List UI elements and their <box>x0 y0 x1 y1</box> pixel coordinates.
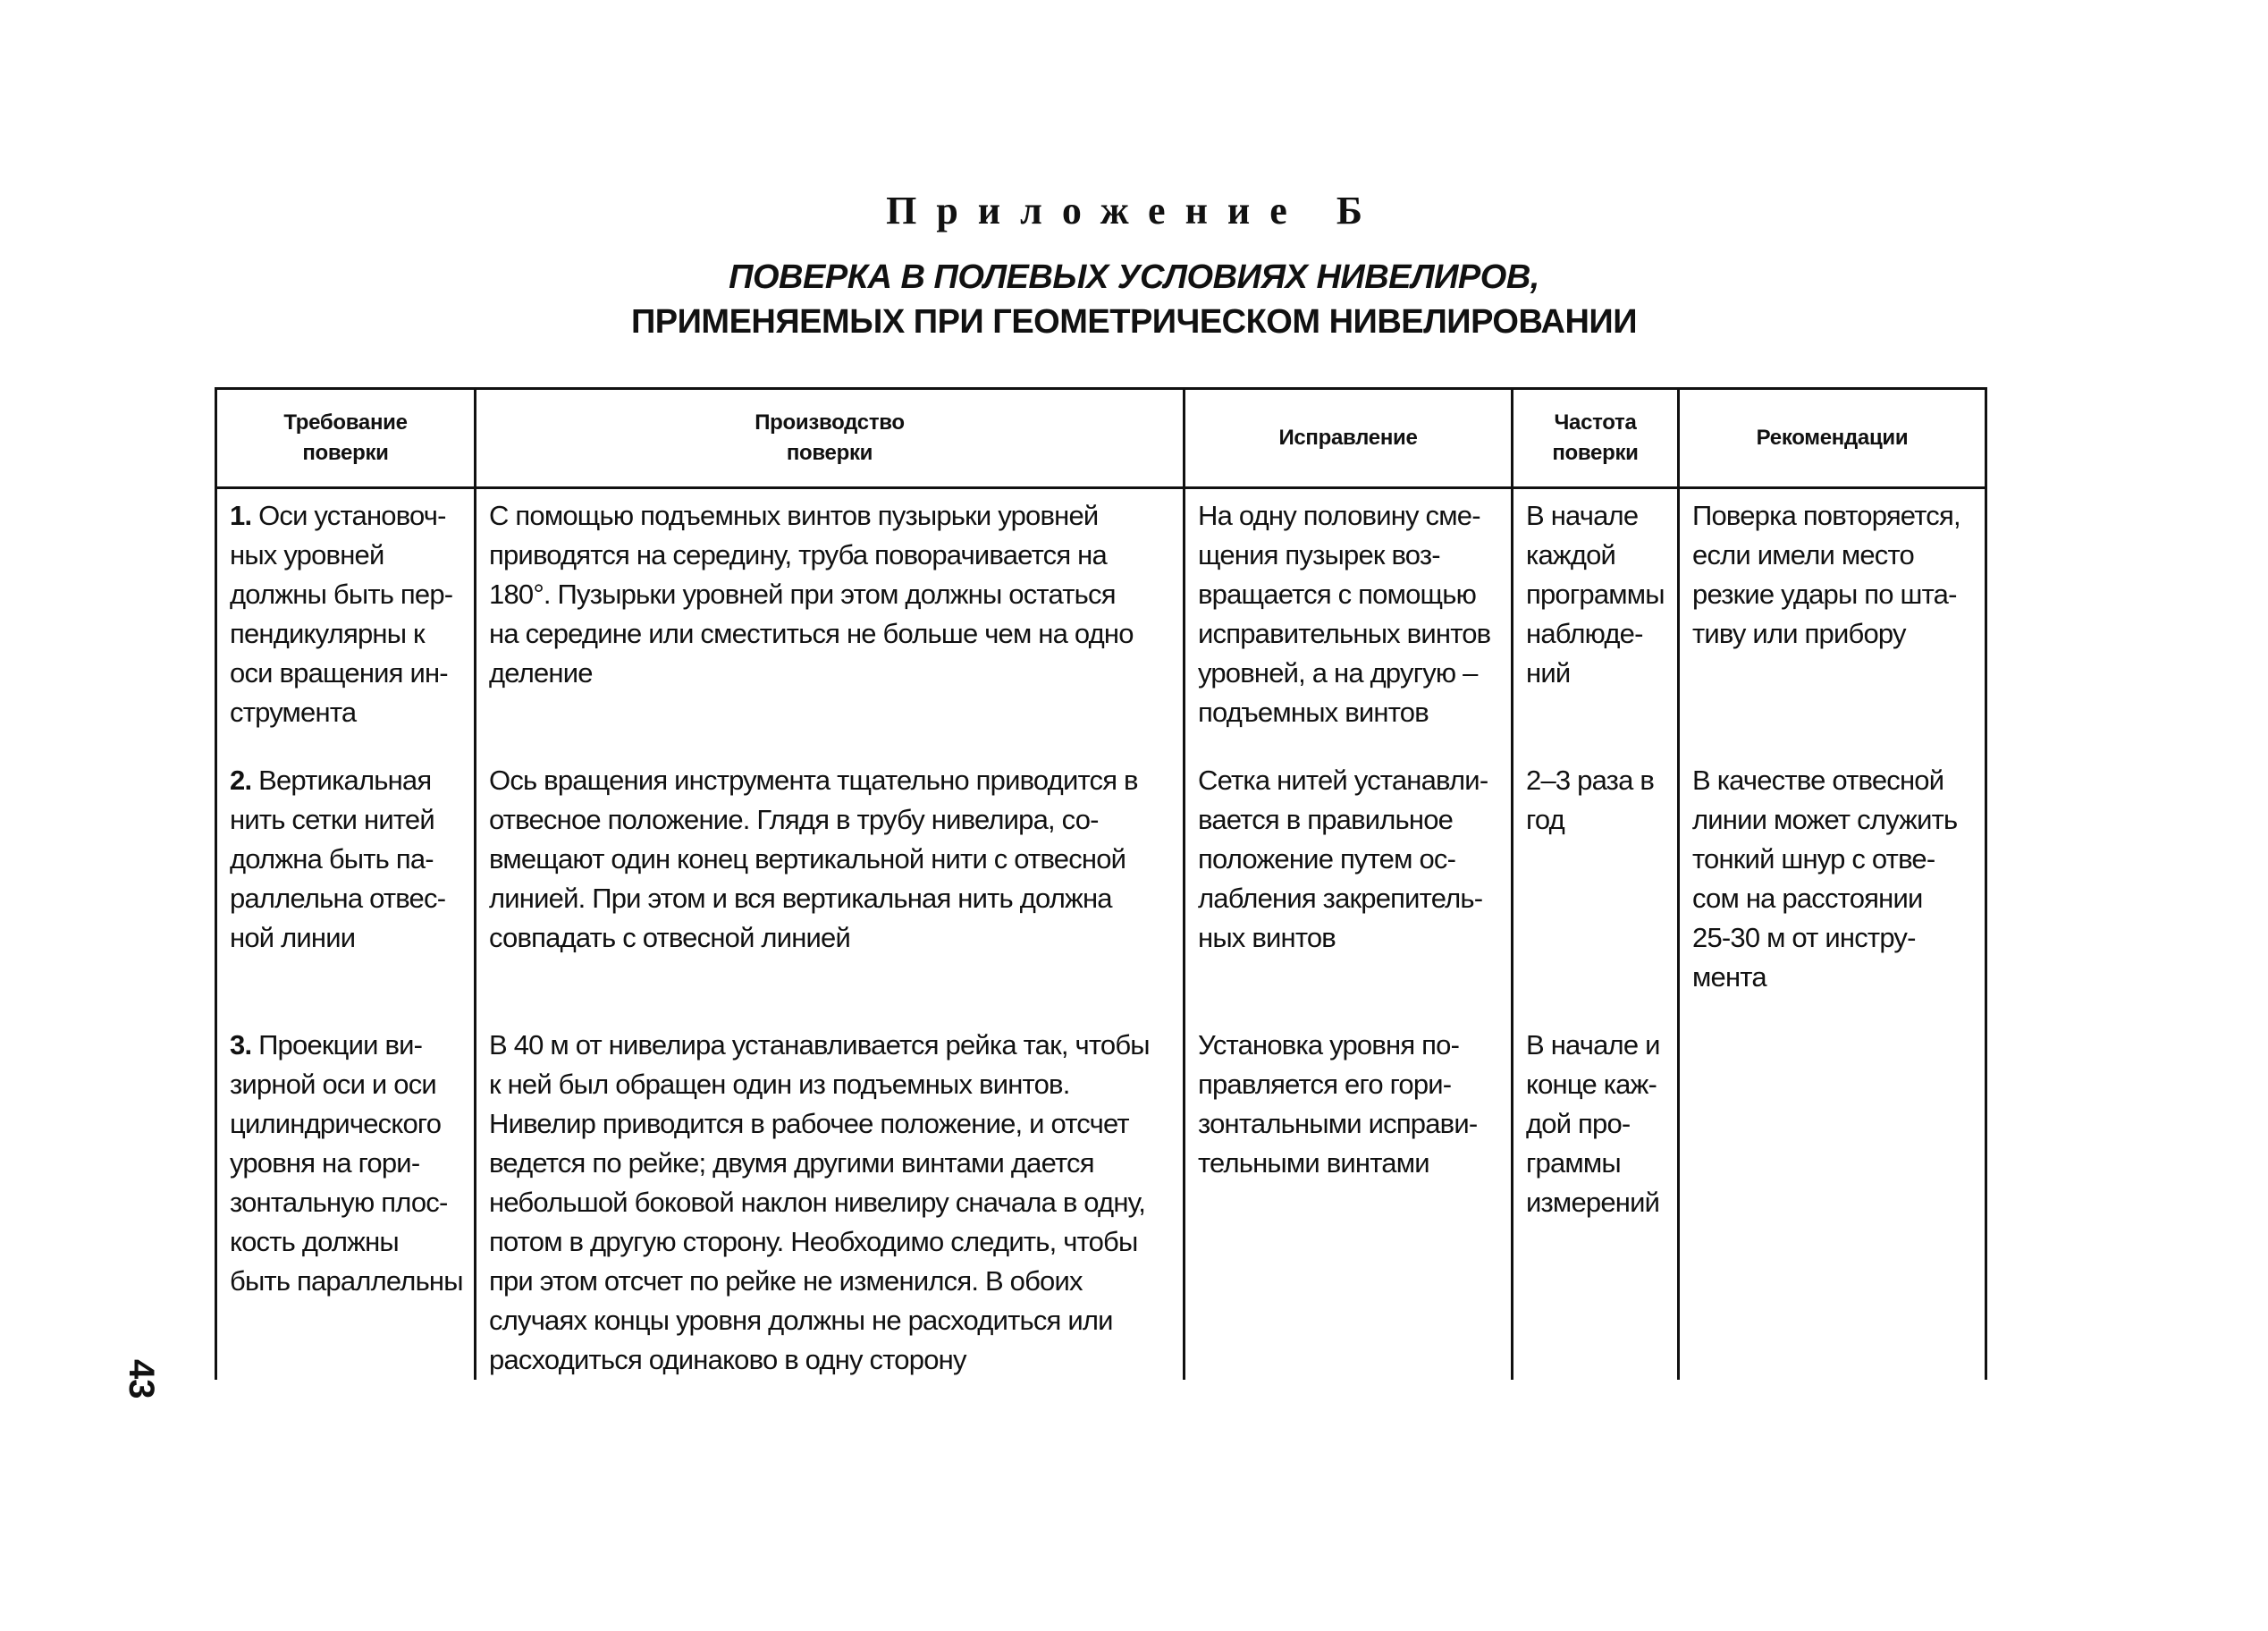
table-row <box>216 756 1986 1020</box>
appendix-label: Приложение Б <box>886 189 1382 232</box>
frequency-cell: В начале каждой программы наблюде- ний <box>1513 488 1679 756</box>
column-header-procedure: Производство поверки <box>476 389 1185 488</box>
row-number: 2. <box>230 765 252 796</box>
row-number: 3. <box>230 1029 252 1061</box>
row-number: 1. <box>230 500 252 531</box>
correction-cell: Сетка нитей устанавли- вается в правильное положение путем ос- лабления закрепитель- ных винтов <box>1185 756 1513 1020</box>
verification-table <box>215 387 1987 1380</box>
requirement-cell <box>216 756 476 1020</box>
recommendation-cell <box>1679 1020 1986 1380</box>
frequency-cell: 2–3 раза в год <box>1513 756 1679 1020</box>
recommendation-cell: В качестве отвесной линии может служить тонкий шнур с отве- сом на расстоянии 25-30 м от инстру- мента <box>1679 756 1986 1020</box>
column-header-frequency: Частота поверки <box>1513 389 1679 488</box>
requirement-cell <box>216 1020 476 1380</box>
title-line-2: ПРИМЕНЯЕМЫХ ПРИ ГЕОМЕТРИЧЕСКОМ НИВЕЛИРОВАНИИ <box>630 303 1638 341</box>
recommendation-cell: Поверка повторяется, если имели место резкие удары по шта- тиву или прибору <box>1679 488 1986 756</box>
column-header-recommendation: Рекомендации <box>1679 389 1986 488</box>
column-header-requirement: Требование поверки <box>216 389 476 488</box>
table-header-row <box>216 389 1986 488</box>
column-header-correction: Исправление <box>1185 389 1513 488</box>
page-number: 43 <box>122 1359 161 1399</box>
procedure-cell: С помощью подъемных винтов пузырьки уровней приводятся на середину, труба поворачивается на 180°. Пузырьки уровней при этом должны остаться на середине или сместиться не больше чем на одно деление <box>476 488 1185 756</box>
procedure-cell: В 40 м от нивелира устанавливается рейка так, чтобы к ней был обращен один из подъемных винтов. Нивелир приводится в рабочее положение, и отсчет ведется по рейке; двумя другими винтами дается небольшой боковой наклон нивелиру сначала в одну, потом в другую сторону. Необходимо следить, чтобы при этом отсчет по рейке не изменился. В обоих случаях концы уровня должны не расходиться или расходиться одинаково в одну сторону <box>476 1020 1185 1380</box>
title-line-1: ПОВЕРКА В ПОЛЕВЫХ УСЛОВИЯХ НИВЕЛИРОВ, <box>729 258 1539 296</box>
table-row <box>216 488 1986 756</box>
requirement-text: Оси установоч- ных уровней должны быть пер- пендикулярны к оси вращения ин- струмента <box>230 500 453 728</box>
requirement-text: Вертикальная нить сетки нитей должна быть па- раллельна отвес- ной линии <box>230 765 446 953</box>
table-row <box>216 1020 1986 1380</box>
document-title <box>0 255 2268 344</box>
correction-cell: Установка уровня по- правляется его гори- зонтальными исправи- тельными винтами <box>1185 1020 1513 1380</box>
procedure-cell: Ось вращения инструмента тщательно приводится в отвесное положение. Глядя в трубу нивелира, со- вмещают один конец вертикальной нити с отвесной линией. При этом и вся вертикальная нить должна совпадать с отвесной линией <box>476 756 1185 1020</box>
requirement-cell <box>216 488 476 756</box>
requirement-text: Проекции ви- зирной оси и оси цилиндрического уровня на гори- зонтальную плос- кость должны быть параллельны <box>230 1029 463 1297</box>
frequency-cell: В начале и конце каж- дой про- граммы измерений <box>1513 1020 1679 1380</box>
correction-cell: На одну половину сме- щения пузырек воз- вращается с помощью исправительных винтов уровней, а на другую – подъемных винтов <box>1185 488 1513 756</box>
